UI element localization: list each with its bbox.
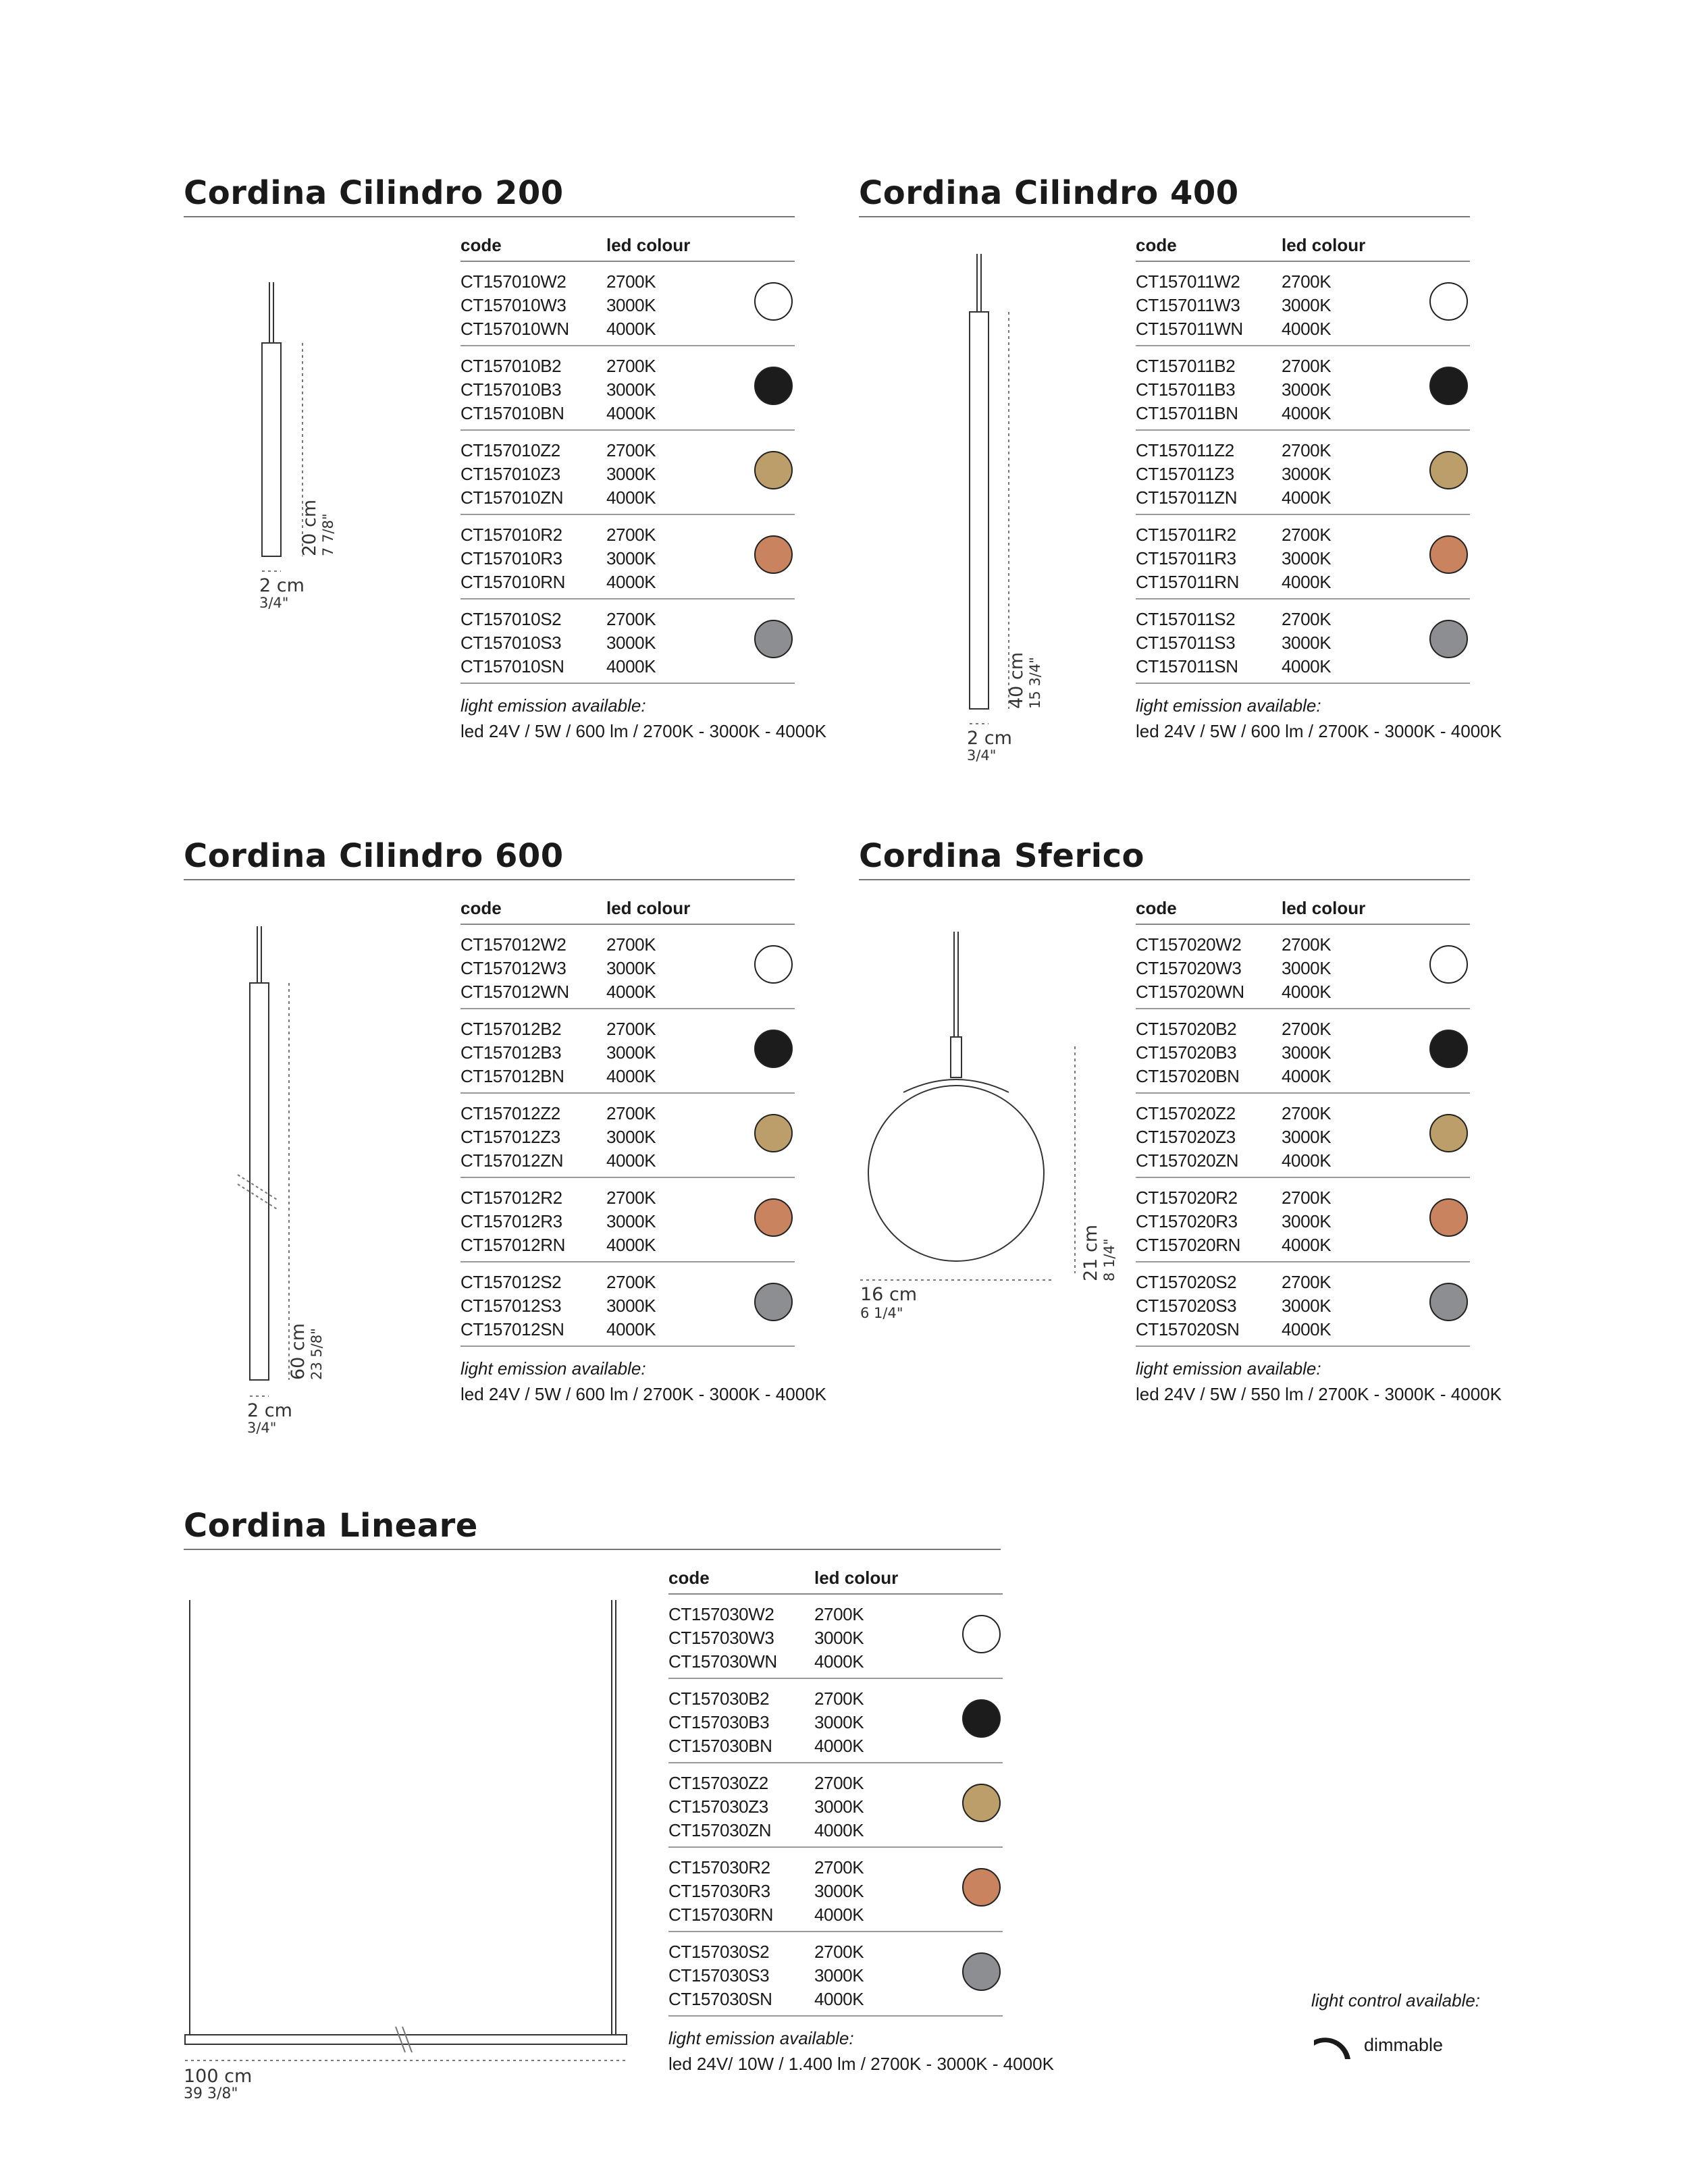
colour-temp: 2700K <box>1282 1188 1332 1208</box>
product-title: Cordina Cilindro 600 <box>184 837 564 875</box>
finish-group-copper <box>460 515 795 600</box>
product-code: CT157030RN <box>668 1905 773 1925</box>
finish-group-white <box>460 262 795 346</box>
product-code: CT157012R3 <box>460 1211 562 1231</box>
product-code: CT157012W3 <box>460 958 567 978</box>
product-code: CT157011W2 <box>1136 271 1240 292</box>
title-divider <box>184 879 795 880</box>
finish-swatch-black <box>754 367 793 405</box>
colour-temp: 3000K <box>606 1211 656 1231</box>
product-code: CT157030WN <box>668 1651 777 1672</box>
product-title: Cordina Sferico <box>859 837 1145 875</box>
product-code: CT157020R2 <box>1136 1188 1238 1208</box>
colour-temp: 3000K <box>814 1712 864 1732</box>
finish-swatch-black <box>1429 367 1468 405</box>
colour-temp: 2700K <box>606 1272 656 1292</box>
colour-temp: 3000K <box>606 1127 656 1147</box>
product-code: CT157010S3 <box>460 633 562 653</box>
width-in-label: 3/4" <box>259 595 289 611</box>
finish-group-copper <box>460 1178 795 1262</box>
colour-temp: 3000K <box>606 548 656 568</box>
colour-temp: 2700K <box>606 1019 656 1039</box>
product-code: CT157020B3 <box>1136 1042 1237 1063</box>
height-cm-label: 60 cm <box>288 1323 309 1380</box>
width-in-label: 39 3/8" <box>184 2085 238 2102</box>
height-in-label: 23 5/8" <box>309 1328 325 1380</box>
code-header: code <box>1136 898 1177 918</box>
finish-swatch-silver <box>754 620 793 658</box>
colour-temp: 2700K <box>606 525 656 545</box>
dimmable-icon <box>1311 2032 1354 2062</box>
width-in-label: 6 1/4" <box>860 1305 903 1321</box>
product-code: CT157030R2 <box>668 1857 770 1877</box>
emission-value: led 24V / 5W / 600 lm / 2700K - 3000K - 4000K <box>460 1384 826 1404</box>
width-cm-label: 2 cm <box>247 1400 292 1421</box>
finish-group-white <box>1136 262 1470 346</box>
spec-table <box>460 231 826 745</box>
finish-group-white <box>668 1595 1003 1679</box>
finish-swatch-gold <box>1429 1114 1468 1152</box>
finish-swatch-silver <box>1429 620 1468 658</box>
colour-temp: 2700K <box>1282 1103 1332 1123</box>
product-code: CT157011S2 <box>1136 609 1236 629</box>
product-code: CT157020WN <box>1136 982 1244 1002</box>
height-cm-label: 20 cm <box>299 499 320 556</box>
colour-temp: 2700K <box>606 271 656 292</box>
colour-temp: 4000K <box>606 656 656 676</box>
colour-temp: 2700K <box>1282 356 1332 376</box>
product-code: CT157011R2 <box>1136 525 1236 545</box>
finish-group-silver <box>1136 600 1470 684</box>
spec-table <box>1136 894 1502 1408</box>
product-code: CT157011RN <box>1136 572 1240 592</box>
title-divider <box>859 879 1470 880</box>
product-code: CT157010S2 <box>460 609 562 629</box>
finish-group-black <box>1136 1009 1470 1094</box>
emission-label: light emission available: <box>668 2028 854 2048</box>
height-in-label: 15 3/4" <box>1027 657 1043 709</box>
product-code: CT157030Z2 <box>668 1773 768 1793</box>
product-code: CT157010WN <box>460 319 569 339</box>
product-code: CT157010Z3 <box>460 464 560 484</box>
finish-group-gold <box>460 431 795 515</box>
height-in-label: 7 7/8" <box>320 513 336 556</box>
finish-swatch-white <box>754 945 793 984</box>
colour-temp: 3000K <box>606 464 656 484</box>
finish-swatch-silver <box>962 1952 1001 1991</box>
colour-temp: 4000K <box>606 1235 656 1255</box>
emission-value: led 24V / 5W / 600 lm / 2700K - 3000K - 4000K <box>1136 721 1502 741</box>
finish-swatch-gold <box>962 1784 1001 1822</box>
product-drawing <box>859 235 1061 775</box>
product-code: CT157010Z2 <box>460 440 560 460</box>
height-in-label: 8 1/4" <box>1101 1238 1117 1281</box>
colour-header: led colour <box>606 898 691 918</box>
product-code: CT157030S3 <box>668 1965 770 1986</box>
colour-temp: 2700K <box>814 1942 864 1962</box>
product-code: CT157020ZN <box>1136 1150 1239 1171</box>
colour-temp: 4000K <box>1282 1235 1332 1255</box>
spec-table <box>460 894 826 1408</box>
product-code: CT157030W3 <box>668 1628 774 1648</box>
finish-group-copper <box>668 1848 1003 1932</box>
colour-temp: 3000K <box>606 633 656 653</box>
product-code: CT157010BN <box>460 403 564 423</box>
spec-table <box>668 1564 1054 2077</box>
finish-group-gold <box>668 1763 1003 1848</box>
title-divider <box>859 216 1470 217</box>
title-divider <box>184 216 795 217</box>
product-code: CT157011Z3 <box>1136 464 1234 484</box>
width-cm-label: 2 cm <box>259 575 305 596</box>
product-code: CT157030B3 <box>668 1712 770 1732</box>
colour-temp: 2700K <box>1282 440 1332 460</box>
light-emission <box>460 693 826 745</box>
product-code: CT157010W3 <box>460 295 567 315</box>
colour-temp: 3000K <box>1282 1127 1332 1147</box>
colour-temp: 3000K <box>814 1881 864 1901</box>
colour-temp: 4000K <box>606 572 656 592</box>
light-control <box>1311 1990 1481 2055</box>
colour-temp: 4000K <box>1282 1319 1332 1339</box>
product-title: Cordina Cilindro 200 <box>184 174 564 212</box>
colour-temp: 2700K <box>606 356 656 376</box>
product-code: CT157010B3 <box>460 379 562 400</box>
colour-temp: 3000K <box>1282 295 1332 315</box>
emission-label: light emission available: <box>460 695 646 716</box>
width-cm-label: 100 cm <box>184 2066 253 2087</box>
colour-temp: 4000K <box>606 1066 656 1086</box>
colour-temp: 3000K <box>606 379 656 400</box>
product-code: CT157011SN <box>1136 656 1238 676</box>
colour-temp: 3000K <box>1282 379 1332 400</box>
colour-temp: 3000K <box>1282 548 1332 568</box>
colour-temp: 3000K <box>814 1965 864 1986</box>
colour-temp: 4000K <box>1282 572 1332 592</box>
colour-header: led colour <box>1282 898 1366 918</box>
product-code: CT157010ZN <box>460 487 564 508</box>
product-code: CT157012Z3 <box>460 1127 560 1147</box>
product-code: CT157020SN <box>1136 1319 1240 1339</box>
colour-temp: 3000K <box>606 1042 656 1063</box>
product-code: CT157012R2 <box>460 1188 562 1208</box>
product-code: CT157020W3 <box>1136 958 1242 978</box>
finish-group-silver <box>1136 1262 1470 1347</box>
code-header: code <box>460 235 502 255</box>
finish-group-silver <box>668 1932 1003 2017</box>
product-code: CT157012B3 <box>460 1042 562 1063</box>
colour-temp: 4000K <box>606 1319 656 1339</box>
product-code: CT157030BN <box>668 1736 772 1756</box>
colour-temp: 4000K <box>1282 487 1332 508</box>
finish-swatch-silver <box>1429 1283 1468 1321</box>
product-code: CT157011W3 <box>1136 295 1240 315</box>
colour-temp: 3000K <box>1282 1042 1332 1063</box>
product-code: CT157011Z2 <box>1136 440 1234 460</box>
product-drawing <box>184 898 332 1438</box>
colour-temp: 2700K <box>814 1604 864 1624</box>
product-code: CT157011R3 <box>1136 548 1236 568</box>
spec-table <box>1136 231 1502 745</box>
finish-swatch-gold <box>754 1114 793 1152</box>
height-cm-label: 40 cm <box>1006 651 1027 709</box>
colour-temp: 2700K <box>606 1103 656 1123</box>
dimmable-label: dimmable <box>1364 2035 1444 2055</box>
finish-group-white <box>460 925 795 1009</box>
emission-value: led 24V / 5W / 600 lm / 2700K - 3000K - 4000K <box>460 721 826 741</box>
finish-swatch-copper <box>962 1868 1001 1907</box>
finish-swatch-silver <box>754 1283 793 1321</box>
table-header <box>668 1564 1003 1595</box>
finish-swatch-black <box>1429 1030 1468 1068</box>
colour-temp: 3000K <box>606 1296 656 1316</box>
finish-swatch-copper <box>754 1198 793 1237</box>
product-code: CT157020Z2 <box>1136 1103 1236 1123</box>
product-drawing <box>184 235 336 613</box>
finish-group-gold <box>1136 1094 1470 1178</box>
emission-label: light emission available: <box>1136 1358 1321 1379</box>
product-code: CT157020B2 <box>1136 1019 1237 1039</box>
colour-temp: 2700K <box>814 1857 864 1877</box>
colour-temp: 4000K <box>814 1905 864 1925</box>
finish-swatch-copper <box>1429 1198 1468 1237</box>
colour-temp: 4000K <box>814 1651 864 1672</box>
table-header <box>1136 894 1470 925</box>
colour-temp: 4000K <box>606 487 656 508</box>
colour-temp: 4000K <box>1282 656 1332 676</box>
colour-temp: 2700K <box>606 1188 656 1208</box>
product-drawing <box>184 1568 656 2102</box>
product-code: CT157030SN <box>668 1989 772 2009</box>
product-code: CT157020RN <box>1136 1235 1240 1255</box>
product-code: CT157012B2 <box>460 1019 562 1039</box>
product-code: CT157012ZN <box>460 1150 564 1171</box>
colour-temp: 3000K <box>1282 464 1332 484</box>
width-in-label: 3/4" <box>247 1420 277 1436</box>
width-cm-label: 2 cm <box>967 728 1012 749</box>
finish-swatch-gold <box>754 451 793 489</box>
colour-temp: 3000K <box>814 1628 864 1648</box>
product-code: CT157012SN <box>460 1319 564 1339</box>
colour-temp: 3000K <box>1282 1296 1332 1316</box>
colour-temp: 4000K <box>1282 1066 1332 1086</box>
finish-swatch-black <box>962 1699 1001 1738</box>
light-control-label: light control available: <box>1311 1990 1481 2010</box>
colour-temp: 2700K <box>1282 271 1332 292</box>
colour-temp: 2700K <box>1282 525 1332 545</box>
product-code: CT157020Z3 <box>1136 1127 1236 1147</box>
colour-temp: 4000K <box>1282 403 1332 423</box>
colour-temp: 2700K <box>1282 609 1332 629</box>
code-header: code <box>668 1568 710 1588</box>
product-code: CT157012W2 <box>460 934 567 955</box>
finish-swatch-white <box>962 1615 1001 1653</box>
product-code: CT157020S3 <box>1136 1296 1237 1316</box>
colour-header: led colour <box>1282 235 1366 255</box>
colour-temp: 2700K <box>1282 1272 1332 1292</box>
finish-group-black <box>668 1679 1003 1763</box>
colour-temp: 3000K <box>1282 633 1332 653</box>
emission-value: led 24V/ 10W / 1.400 lm / 2700K - 3000K - 4000K <box>668 2054 1054 2074</box>
product-code: CT157011B2 <box>1136 356 1236 376</box>
colour-temp: 4000K <box>606 1150 656 1171</box>
product-code: CT157030B2 <box>668 1688 770 1709</box>
finish-swatch-white <box>1429 945 1468 984</box>
product-code: CT157030W2 <box>668 1604 774 1624</box>
finish-swatch-gold <box>1429 451 1468 489</box>
product-title: Cordina Lineare <box>184 1507 478 1545</box>
colour-temp: 2700K <box>606 934 656 955</box>
colour-header: led colour <box>606 235 691 255</box>
colour-temp: 4000K <box>814 1820 864 1840</box>
colour-temp: 3000K <box>606 295 656 315</box>
colour-temp: 4000K <box>1282 319 1332 339</box>
product-code: CT157030R3 <box>668 1881 770 1901</box>
emission-label: light emission available: <box>460 1358 646 1379</box>
product-code: CT157020W2 <box>1136 934 1242 955</box>
light-emission <box>1136 693 1502 745</box>
colour-header: led colour <box>814 1568 899 1588</box>
colour-temp: 3000K <box>606 958 656 978</box>
product-code: CT157010RN <box>460 572 565 592</box>
product-code: CT157020R3 <box>1136 1211 1238 1231</box>
product-code: CT157020S2 <box>1136 1272 1237 1292</box>
finish-swatch-copper <box>754 535 793 574</box>
colour-temp: 3000K <box>1282 958 1332 978</box>
colour-temp: 2700K <box>606 609 656 629</box>
finish-swatch-white <box>754 282 793 321</box>
finish-group-copper <box>1136 515 1470 600</box>
finish-group-gold <box>1136 431 1470 515</box>
product-code: CT157030ZN <box>668 1820 772 1840</box>
code-header: code <box>460 898 502 918</box>
colour-temp: 3000K <box>814 1796 864 1817</box>
product-code: CT157030S2 <box>668 1942 770 1962</box>
light-emission <box>460 1356 826 1408</box>
product-code: CT157011ZN <box>1136 487 1238 508</box>
table-header <box>460 231 795 262</box>
product-code: CT157011B3 <box>1136 379 1236 400</box>
colour-temp: 3000K <box>1282 1211 1332 1231</box>
product-code: CT157012S2 <box>460 1272 562 1292</box>
product-code: CT157012S3 <box>460 1296 562 1316</box>
product-code: CT157011S3 <box>1136 633 1236 653</box>
colour-temp: 4000K <box>1282 1150 1332 1171</box>
finish-swatch-white <box>1429 282 1468 321</box>
product-title: Cordina Cilindro 400 <box>859 174 1239 212</box>
finish-group-silver <box>460 1262 795 1347</box>
emission-label: light emission available: <box>1136 695 1321 716</box>
finish-group-white <box>1136 925 1470 1009</box>
product-code: CT157012RN <box>460 1235 565 1255</box>
finish-group-black <box>1136 346 1470 431</box>
width-in-label: 3/4" <box>967 747 997 764</box>
finish-swatch-copper <box>1429 535 1468 574</box>
colour-temp: 4000K <box>606 982 656 1002</box>
finish-group-silver <box>460 600 795 684</box>
height-cm-label: 21 cm <box>1080 1224 1101 1281</box>
finish-swatch-black <box>754 1030 793 1068</box>
title-divider <box>184 1549 1001 1550</box>
code-header: code <box>1136 235 1177 255</box>
product-code: CT157012BN <box>460 1066 564 1086</box>
product-code: CT157010R3 <box>460 548 562 568</box>
finish-group-black <box>460 1009 795 1094</box>
product-code: CT157010B2 <box>460 356 562 376</box>
product-drawing <box>859 898 1129 1424</box>
colour-temp: 4000K <box>1282 982 1332 1002</box>
product-code: CT157020BN <box>1136 1066 1240 1086</box>
light-emission <box>1136 1356 1502 1408</box>
product-code: CT157010R2 <box>460 525 562 545</box>
colour-temp: 4000K <box>606 403 656 423</box>
colour-temp: 2700K <box>814 1773 864 1793</box>
light-emission <box>668 2026 1054 2077</box>
product-code: CT157011WN <box>1136 319 1243 339</box>
colour-temp: 2700K <box>1282 1019 1332 1039</box>
table-header <box>1136 231 1470 262</box>
finish-group-black <box>460 346 795 431</box>
product-code: CT157012WN <box>460 982 569 1002</box>
product-code: CT157010SN <box>460 656 564 676</box>
colour-temp: 2700K <box>814 1688 864 1709</box>
product-code: CT157010W2 <box>460 271 567 292</box>
dimmable-option <box>1311 2031 1473 2065</box>
width-cm-label: 16 cm <box>860 1284 918 1305</box>
table-header <box>460 894 795 925</box>
colour-temp: 2700K <box>1282 934 1332 955</box>
product-code: CT157012Z2 <box>460 1103 560 1123</box>
emission-value: led 24V / 5W / 550 lm / 2700K - 3000K - 4000K <box>1136 1384 1502 1404</box>
colour-temp: 2700K <box>606 440 656 460</box>
colour-temp: 4000K <box>814 1736 864 1756</box>
finish-group-gold <box>460 1094 795 1178</box>
colour-temp: 4000K <box>814 1989 864 2009</box>
colour-temp: 4000K <box>606 319 656 339</box>
finish-group-copper <box>1136 1178 1470 1262</box>
product-code: CT157011BN <box>1136 403 1238 423</box>
product-code: CT157030Z3 <box>668 1796 768 1817</box>
